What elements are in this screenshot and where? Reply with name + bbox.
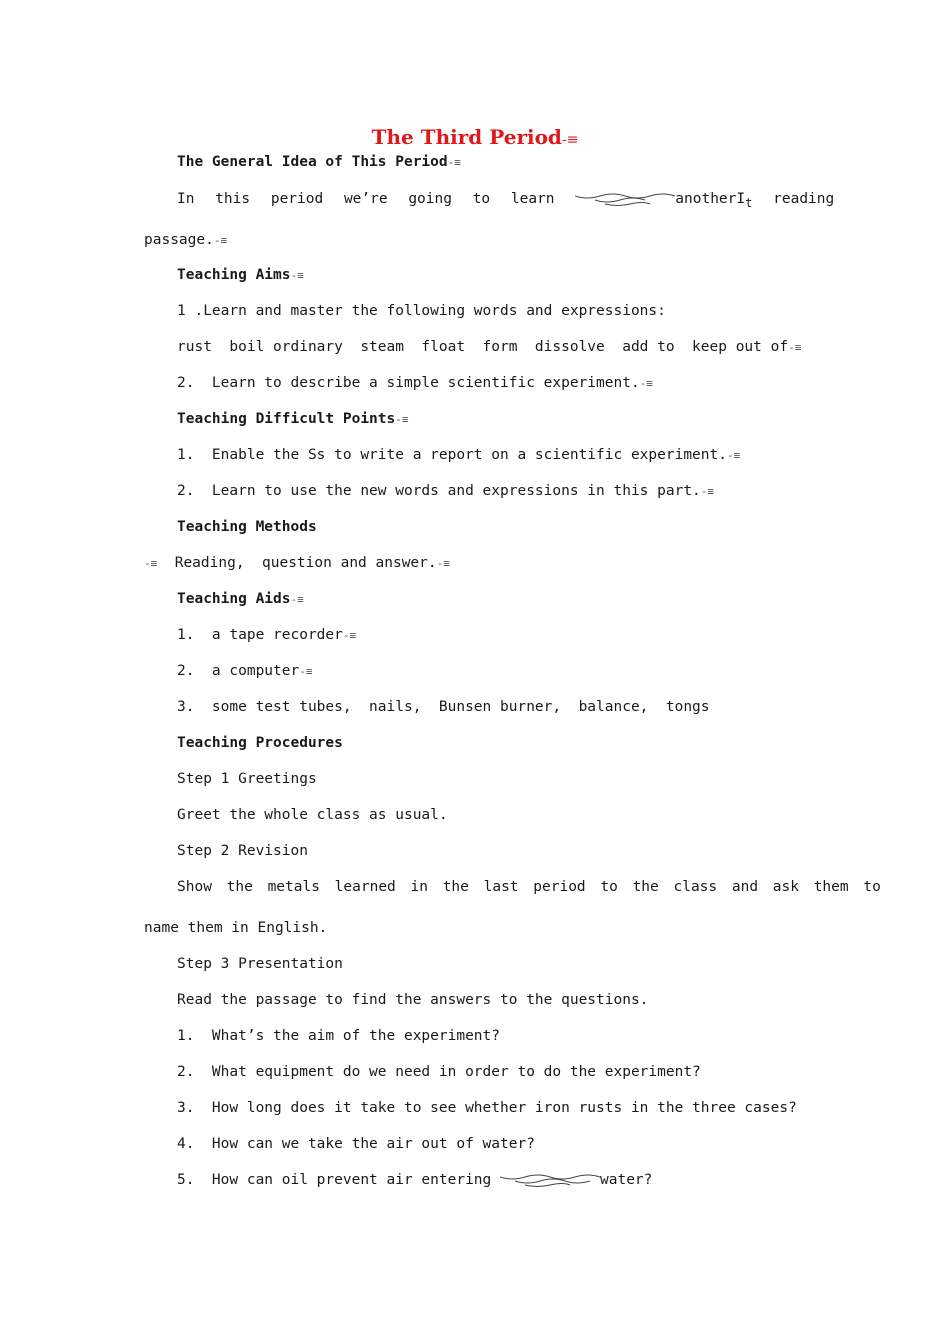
question-2: 2. What equipment do we need in order to do the experiment? xyxy=(177,1064,701,1080)
question-4: 4. How can we take the air out of water? xyxy=(177,1136,535,1152)
teaching-aims-heading: Teaching Aims-≡ xyxy=(177,267,304,283)
question-5: 5. How can oil prevent air entering water? xyxy=(177,1172,653,1188)
general-idea-text: In this period we’re going to learn anotherI$_t$ reading xyxy=(177,191,835,210)
step-2-text-cont: name them in English. xyxy=(144,920,328,936)
teaching-methods-text: -≡ Reading, question and answer.-≡ xyxy=(144,555,450,571)
wave-underline-icon xyxy=(500,1172,600,1188)
aims-word-list: rust boil ordinary steam float form dissolve add to keep out of-≡ xyxy=(177,339,802,355)
aids-item-3: 3. some test tubes, nails, Bunsen burner, balance, tongs xyxy=(177,699,710,715)
aids-item-1: 1. a tape recorder-≡ xyxy=(177,627,357,643)
question-1: 1. What’s the aim of the experiment? xyxy=(177,1028,501,1044)
step-1-text: Greet the whole class as usual. xyxy=(177,807,448,823)
wave-underline-icon xyxy=(575,191,675,207)
step-2-text: Show the metals learned in the last period to the class and ask them to xyxy=(177,879,881,895)
step-3-text: Read the passage to find the answers to the questions. xyxy=(177,992,649,1008)
general-idea-text-cont: passage.-≡ xyxy=(144,232,228,248)
teaching-methods-heading: Teaching Methods xyxy=(177,519,317,535)
step-3-title: Step 3 Presentation xyxy=(177,956,343,972)
page-title: The Third Period-≡ xyxy=(371,125,579,149)
step-1-title: Step 1 Greetings xyxy=(177,771,317,787)
aims-item-2: 2. Learn to describe a simple scientific experiment.-≡ xyxy=(177,375,653,391)
difficult-item-2: 2. Learn to use the new words and expressions in this part.-≡ xyxy=(177,483,715,499)
aims-item-1: 1 .Learn and master the following words and expressions: xyxy=(177,303,666,319)
general-idea-heading: The General Idea of This Period-≡ xyxy=(177,154,461,170)
aids-item-2: 2. a computer-≡ xyxy=(177,663,313,679)
difficult-item-1: 1. Enable the Ss to write a report on a scientific experiment.-≡ xyxy=(177,447,741,463)
question-3: 3. How long does it take to see whether iron rusts in the three cases? xyxy=(177,1100,797,1116)
teaching-procedures-heading: Teaching Procedures xyxy=(177,735,343,751)
teaching-aids-heading: Teaching Aids-≡ xyxy=(177,591,304,607)
difficult-points-heading: Teaching Difficult Points-≡ xyxy=(177,411,409,427)
step-2-title: Step 2 Revision xyxy=(177,843,308,859)
